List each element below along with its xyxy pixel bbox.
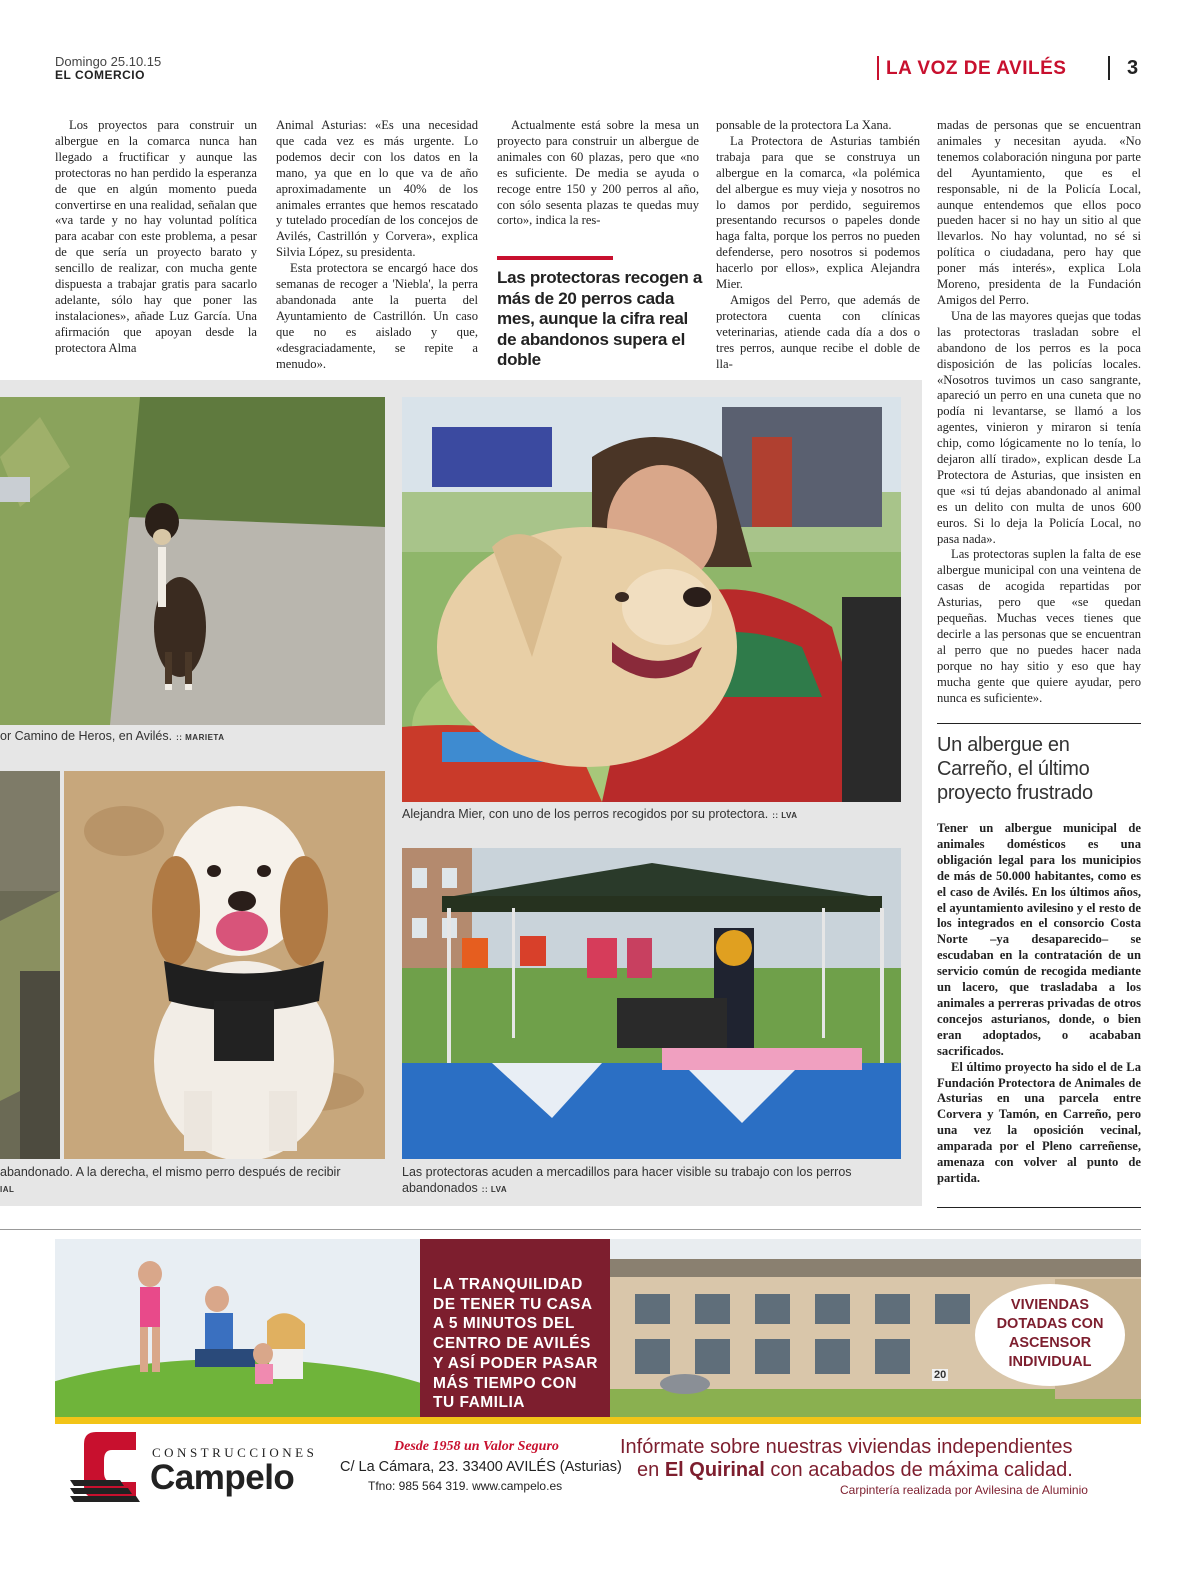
paragraph: Una de las mayores quejas que todas las protectoras trasladan sobre el abandono de los perros es la poca disposición de las policías locales. «Nosotros tuvimos un caso sangrante, apareció un perro en una cuneta que no podía ni levantarse, se llamó a los agentes, vinieron y miraron si tenía chip, como lógicamente no lo tenía, lo dejaron allí tirado», explican desde La Protectora de Asturias, que insisten en que «si tú dejas abandonado al animal es un delito con multa de unos 600 euros. Si lo deja la Policía Local, no pasa nada». [937,308,1141,546]
article-column-2 [276,118,478,373]
paragraph: ponsable de la protectora La Xana. [716,118,892,132]
ad-info-brand: El Quirinal [664,1459,765,1481]
paragraph: Actualmente está sobre la mesa un proyecto para construir un albergue de animales con 60 plazas, pero que «no es suficiente. De media se ayuda o recoge entre 150 y 200 perros al año, con sólo sesenta plazas te quedas muy corto», indica la res- [497,118,699,228]
sidebar-top-rule [937,723,1141,724]
caption-photo1 [0,728,385,746]
paragraph: Amigos del Perro, que además de protectora cuenta con clínicas veterinarias, atiende cada día a dos o tres perros, aunque recibe el doble de lla- [716,292,920,371]
header-divider-left [877,56,879,80]
caption-photo2 [402,806,901,824]
ad-badge-line: DOTADAS CON [996,1316,1104,1332]
photo-dog-before [0,771,60,1159]
photo-dog-before-art [0,771,60,1159]
photo-credit: :: MARIETA [176,733,225,742]
photo-credit: :: LVA [772,811,798,820]
pullquote-rule [497,256,613,260]
company-motto: Desde 1958 un Valor Seguro [394,1439,559,1454]
photo-woman-hugging-dog-art [402,397,901,802]
article-column-3 [497,118,699,229]
ad-slogan-line: TU FAMILIA [433,1394,525,1412]
caption-text: Las protectoras acuden a mercadillos para hacer visible su trabajo con los perros abandonados [402,1165,852,1195]
pullquote: Las protectoras recogen a más de 20 perros cada mes, aunque la cifra real de abandonos supera el doble [497,268,703,369]
caption-text: abandonado. A la derecha, el mismo perro después de recibir [0,1165,341,1179]
ad-info-post: con acabados de máxima calidad. [764,1459,1073,1481]
ad-info-line1: Infórmate sobre nuestras viviendas independientes [620,1436,1073,1458]
ad-banner [55,1239,1141,1424]
photo-woman-hugging-dog [402,397,901,802]
caption-text: Alejandra Mier, con uno de los perros recogidos por su protectora. [402,807,769,821]
house-number: 20 [934,1369,947,1381]
section-title: LA VOZ DE AVILÉS [886,58,1067,79]
paragraph: Las protectoras suplen la falta de ese albergue municipal con una veintena de casas de acogida repartidas por Asturias, pero que «se quedan pequeñas. Muchas veces tienes que decirle a las personas que se encuentran al perro que no puedes hacer nada porque no hay sitio y eso que hay mucha gente que quiere ayudar, pero nunca es suficiente». [937,547,1141,705]
ad-info-line2 [637,1459,1073,1482]
paragraph: madas de personas que se encuentran animales y necesitan ayuda. «No tenemos colaboración ninguna por parte del Ayuntamiento, que es el responsable, ni de la Policía Local, aunque entendemos que ellos poco pueden hacer si no hay un sitio al que llevarlos. No hay voluntad, no sé si política o ciudadana, pero hay que poner más interés», explica Lola Moreno, presidenta de la Fundación Amigos del Perro. [937,118,1141,307]
paragraph: Esta protectora se encargó hace dos semanas de recoger a 'Niebla', la perra abandonada ante la puerta del Ayuntamiento de Castrillón. Un caso que no es aislado y que, «desgraciadamente, se repite a menudo». [276,261,478,371]
photo-credit: :: LVA [481,1185,508,1194]
sidebar-bottom-rule [937,1207,1141,1208]
company-phone: Tfno: 985 564 319. www.campelo.es [368,1479,563,1493]
page-number: 3 [1127,57,1139,79]
ad-badge [975,1284,1125,1386]
photo-market-stall-art [402,848,901,1159]
photo-dog-on-path [0,397,385,725]
article-column-4 [716,118,920,373]
ad-slogan-line: LA TRANQUILIDAD [433,1276,583,1293]
ad-badge-line: VIVIENDAS [1010,1297,1090,1313]
photo-dog-after [64,771,385,1159]
paragraph: Los proyectos para construir un albergue en la comarca nunca han llegado a fructificar y aunque las protectoras no han perdido la esperanza de que en algún momento pueda convertirse en una realidad, señalan que «va tarde y no hay voluntad política para acabar con este problema, a pesar de que sería un proyecto barato y sencillo de realizar, con mucha gente dispuesta a trabajar gratis para sacarlo adelante, sólo hay que poner las instalaciones», añade Luz García. Una afirmación que apoyan desde la protectora Alma [55,118,257,355]
header-paper: EL COMERCIO [55,68,145,82]
article-column-1 [55,118,257,357]
ad-slogan-line: A 5 MINUTOS DEL [433,1315,575,1333]
sidebar-title: Un albergue en Carreño, el último proyecto frustrado [937,734,1093,804]
header-date: Domingo 25.10.15 [55,54,162,69]
campelo-logo-icon [70,1428,142,1502]
ad-slogan-line: MÁS TIEMPO CON [433,1374,577,1392]
company-address: C/ La Cámara, 23. 33400 AVILÉS (Asturias) [340,1459,622,1475]
caption-photo3 [0,1164,385,1198]
paragraph: La Protectora de Asturias también trabaja para que se construya un albergue en la comarca, «la polémica del albergue es muy vieja y nosotros no lo damos por perdido, seguiremos presentando recursos o papeles donde haga falta, porque los perros no pueden defenderse, pero nosotros si podemos hacerlo por ellos», explica Alejandra Mier. [716,133,920,292]
ad-slogan [433,1275,608,1413]
ad-slogan-line: CENTRO DE AVILÉS [433,1335,591,1353]
header-divider-right [1108,56,1110,80]
sidebar-body [937,821,1141,1187]
caption-photo4 [402,1164,901,1198]
paragraph: El último proyecto ha sido el de La Fundación Protectora de Animales de Asturias en una parcela entre Corvera y Tamón, en Carreño, pero una vez la oposición vecinal, amparada por el Pleno carreñense, amenaza con volver al punto de partida. [937,1059,1141,1185]
ad-separator [0,1229,1141,1230]
campelo-logo-mark [70,1428,142,1502]
paragraph: Tener un albergue municipal de animales domésticos es una obligación legal para los municipios de más de 50.000 habitantes, como es el caso de Avilés. En los últimos años, el ayuntamiento avilesino y el resto de los integrados en el consorcio Costa Norte –ya desaparecido– se escudaban en la contratación de un servicio común de recogida mediante un lacero, que trasladaba a los animales a perreras privadas de otros concejos asturianos, donde, o bien eran adoptados, o acababan sacrificados. [937,821,1141,1058]
paragraph: Animal Asturias: «Es una necesidad que cada vez es más urgente. Lo podemos decir con los datos en la mano, ya que en lo que va de año aproximadamente un 40% de los animales errantes que hemos rescatado y tutelado procedían de los concejos de Avilés, Castrillón y Corvera», explica Silvia López, su presidenta. [276,118,478,260]
photo-dog-on-path-art [0,397,385,725]
ad-slogan-line: Y ASÍ PODER PASAR [433,1354,598,1372]
photo-credit: IAL [0,1185,15,1194]
caption-text: or Camino de Heros, en Avilés. [0,729,173,743]
company-name: Campelo [150,1458,295,1497]
ad-badge-line: ASCENSOR [1008,1335,1092,1351]
photo-dog-after-art [64,771,385,1159]
ad-footnote: Carpintería realizada por Avilesina de Aluminio [840,1483,1088,1497]
photo-market-stall [402,848,901,1159]
company-top: CONSTRUCCIONES [152,1445,318,1460]
ad-slogan-line: DE TENER TU CASA [433,1295,593,1313]
article-column-5 [937,118,1141,707]
ad-badge-line: INDIVIDUAL [1008,1354,1092,1370]
ad-info-pre: en [637,1459,665,1481]
